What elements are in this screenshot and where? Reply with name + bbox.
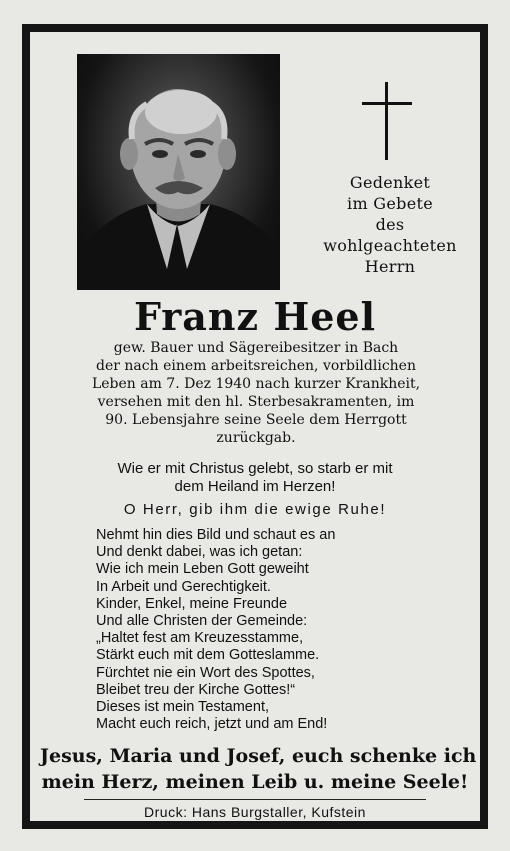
poem-line: Macht euch reich, jetzt und am End! — [96, 716, 328, 733]
poem — [96, 527, 456, 733]
cross-icon — [362, 82, 412, 160]
poem-line: Bleibet treu der Kirche Gottes!“ — [96, 681, 296, 698]
bio-line: Leben am 7. Dez 1940 nach kurzer Krankheit, — [91, 376, 421, 392]
memorial-line: im Gebete — [347, 194, 433, 213]
bio-line: 90. Lebensjahre seine Seele dem Herrgott — [105, 412, 407, 428]
memorial-line: Herrn — [364, 257, 416, 276]
bio-line: versehen mit den hl. Sterbesakramenten, im — [97, 394, 415, 410]
bio-line: zurückgab. — [216, 430, 296, 446]
divider-line — [84, 799, 426, 800]
closing-invocation — [40, 743, 477, 795]
poem-line: Und alle Christen der Gemeinde: — [96, 613, 308, 630]
poem-line: „Haltet fest am Kreuzesstamme, — [96, 630, 304, 647]
memorial-heading — [305, 172, 475, 277]
poem-line: Und denkt dabei, was ich getan: — [96, 544, 303, 561]
memorial-line: wohlgeachteten — [323, 236, 457, 255]
memorial-line: des — [375, 215, 405, 234]
poem-line: Nehmt hin dies Bild und schaut es an — [96, 527, 336, 543]
eternal-rest-prayer: O Herr, gib ihm die ewige Ruhe! — [123, 501, 387, 518]
memorial-line: Gedenket — [349, 173, 431, 192]
biography-text — [56, 339, 456, 447]
portrait-photo — [77, 54, 280, 290]
poem-line: Wie ich mein Leben Gott geweiht — [96, 561, 309, 578]
closing-line: Jesus, Maria und Josef, euch schenke ich — [40, 745, 477, 767]
quote-line: dem Heiland im Herzen! — [174, 478, 336, 495]
bio-line: gew. Bauer und Sägereibesitzer in Bach — [113, 340, 399, 356]
portrait-illustration — [77, 54, 280, 290]
quote-line: Wie er mit Christus gelebt, so starb er mit — [117, 460, 393, 477]
poem-line: Dieses ist mein Testament, — [96, 699, 269, 716]
deceased-name: Franz Heel — [133, 294, 377, 339]
poem-line: Kinder, Enkel, meine Freunde — [96, 595, 288, 612]
closing-line: mein Herz, meinen Leib u. meine Seele! — [41, 771, 469, 793]
printer-credit: Druck: Hans Burgstaller, Kufstein — [144, 804, 366, 820]
bio-line: der nach einem arbeitsreichen, vorbildlichen — [96, 358, 416, 374]
poem-line: Stärkt euch mit dem Gotteslamme. — [96, 647, 320, 664]
poem-line: Fürchtet nie ein Wort des Spottes, — [96, 664, 315, 681]
christ-quote — [40, 460, 470, 496]
poem-line: In Arbeit und Gerechtigkeit. — [96, 578, 271, 595]
